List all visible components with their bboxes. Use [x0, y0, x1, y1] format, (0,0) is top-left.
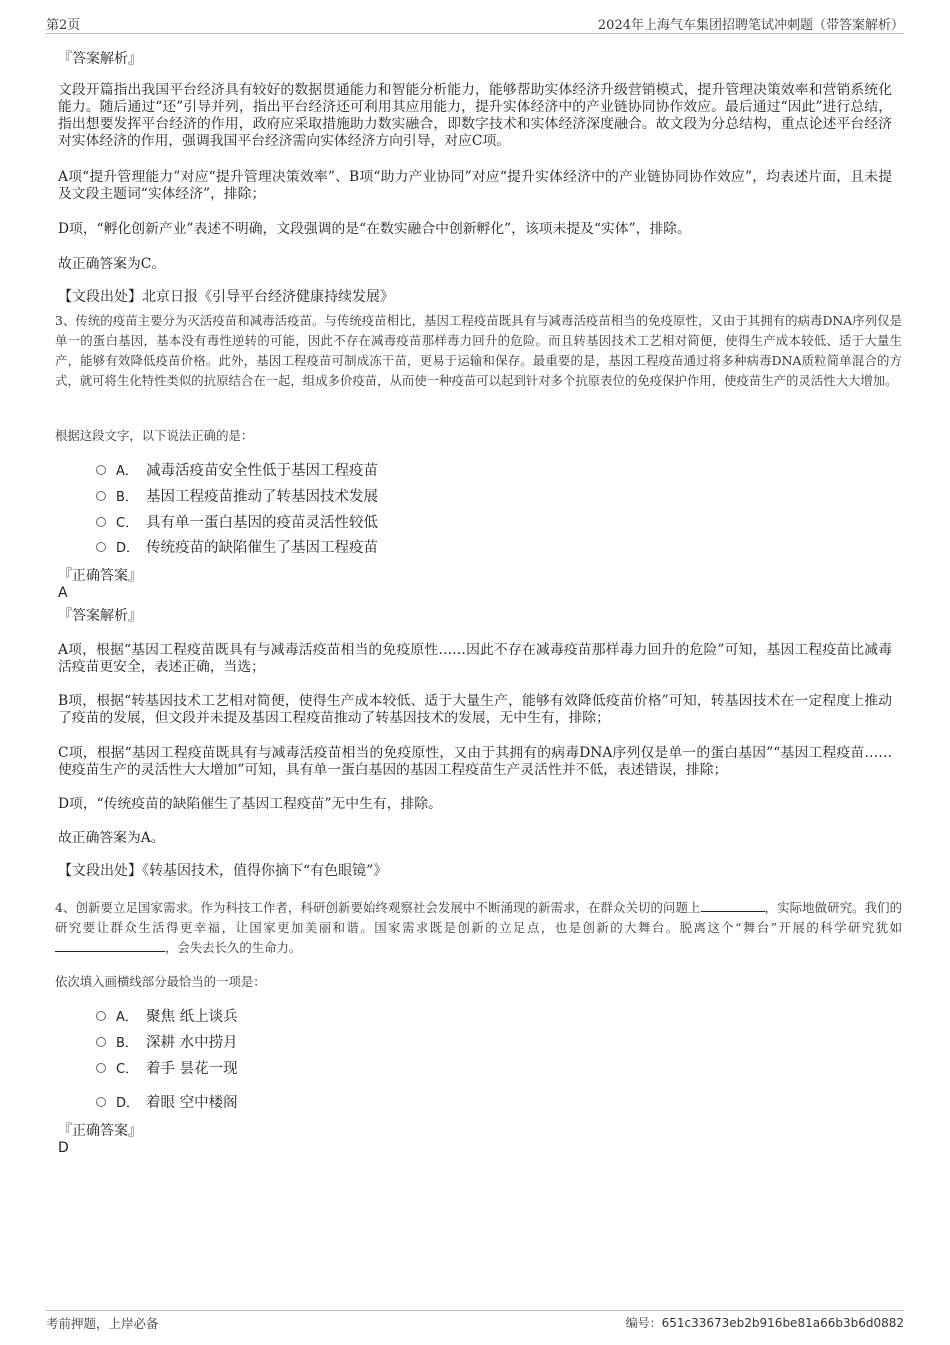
radio-icon[interactable]: [96, 542, 106, 552]
fill-blank: [701, 899, 765, 912]
analysis-paragraph: D项，“孵化创新产业”表述不明确，文段强调的是“在数实融合中创新孵化”，该项未提及“实体”，排除。: [58, 221, 691, 237]
option-b[interactable]: B． 基因工程疫苗推动了转基因技术发展: [96, 487, 378, 508]
correct-answer: D: [58, 1140, 69, 1156]
radio-icon[interactable]: [96, 491, 106, 501]
correct-answer-label: 『正确答案』: [58, 1123, 142, 1139]
analysis-paragraph: D项，“传统疫苗的缺陷催生了基因工程疫苗”无中生有，排除。: [58, 796, 442, 812]
radio-icon[interactable]: [96, 465, 106, 475]
question-stem: 3、传统的疫苗主要分为灭活疫苗和减毒活疫苗。与传统疫苗相比，基因工程疫苗既具有与减毒活疫苗相当的免疫原性，又由于其拥有的病毒DNA序列仅是单一的蛋白基因，基本没有毒性逆转的可能，因此不存在减毒疫苗那样毒力回升的危险。而且转基因技术工艺相对简便，使得生产成本较低、适于大量生产，能够有效降低疫苗价格。此外，基因工程疫苗可制成冻干苗，更易于运输和保存。最重要的是，基因工程疫苗通过将多种病毒DNA质粒简单混合的方式，就可将生化特性类似的抗原结合在一起，组成多价疫苗，从而使一种疫苗可以起到针对多个抗原表位的免疫保护作用，使疫苗生产的灵活性大大增加。: [55, 313, 902, 388]
source-citation: 【文段出处】北京日报《引导平台经济健康持续发展》: [58, 289, 394, 305]
analysis-paragraph: A项，根据“基因工程疫苗既具有与减毒活疫苗相当的免疫原性……因此不存在减毒疫苗那样毒力回升的危险”可知，基因工程疫苗比减毒活疫苗更安全，表述正确，当选；: [58, 642, 892, 675]
page-number: 第2页: [46, 18, 81, 33]
radio-icon[interactable]: [96, 1063, 106, 1073]
page-header: [46, 14, 904, 34]
analysis-label: 『答案解析』: [58, 608, 142, 624]
analysis-label: 『答案解析』: [58, 51, 142, 67]
question-prompt: 根据这段文字，以下说法正确的是：: [55, 428, 254, 443]
radio-icon[interactable]: [96, 1097, 106, 1107]
option-c[interactable]: C． 具有单一蛋白基因的疫苗灵活性较低: [96, 513, 378, 534]
correct-answer: A: [58, 585, 68, 601]
document-title: 2024年上海气车集团招聘笔试冲刺题（带答案解析）: [597, 18, 904, 33]
radio-icon[interactable]: [96, 1037, 106, 1047]
radio-icon[interactable]: [96, 517, 106, 527]
analysis-paragraph: B项，根据“转基因技术工艺相对简便，使得生产成本较低、适于大量生产，能够有效降低疫苗价格”可知，转基因技术在一定程度上推动了疫苗的发展，但文段并未提及基因工程疫苗推动了转基因技术的发展，无中生有，排除；: [58, 693, 892, 726]
radio-icon[interactable]: [96, 1011, 106, 1021]
source-citation: 【文段出处】《转基因技术，值得你摘下“有色眼镜”》: [58, 863, 388, 879]
option-b[interactable]: B． 深耕 水中捞月: [96, 1033, 238, 1054]
option-a[interactable]: A． 聚焦 纸上谈兵: [96, 1007, 238, 1028]
option-d[interactable]: D． 传统疫苗的缺陷催生了基因工程疫苗: [96, 538, 378, 559]
question-prompt: 依次填入画横线部分最恰当的一项是：: [55, 974, 266, 989]
analysis-conclusion: 故正确答案为A。: [58, 830, 165, 846]
analysis-conclusion: 故正确答案为C。: [58, 256, 166, 272]
analysis-paragraph: C项，根据“基因工程疫苗既具有与减毒活疫苗相当的免疫原性，又由于其拥有的病毒DNA序列仅是单一的蛋白基因”“基因工程疫苗……使疫苗生产的灵活性大大增加”可知，具有单一蛋白基因的基因工程疫苗生产灵活性并不低，表述错误，排除；: [58, 745, 892, 778]
analysis-paragraph: 文段开篇指出我国平台经济具有较好的数据贯通能力和智能分析能力，能够帮助实体经济升级营销模式，提升管理决策效率和营销系统化能力。随后通过“还”引导并列，指出平台经济还可利用其应用能力，提升实体经济中的产业链协同协作效应。最后通过“因此”进行总结，指出想要发挥平台经济的作用，政府应采取措施助力数实融合，即数字技术和实体经济深度融合。故文段为分总结构，重点论述平台经济对实体经济的作用，强调我国平台经济需向实体经济方向引导，对应C项。: [58, 82, 892, 149]
correct-answer-label: 『正确答案』: [58, 568, 142, 584]
fill-blank: [55, 939, 165, 952]
analysis-paragraph: A项“提升管理能力”对应“提升管理决策效率”、B项“助力产业协同”对应“提升实体经济中的产业链协同协作效应”，均表述片面，且未提及文段主题词“实体经济”，排除；: [58, 169, 892, 202]
page-footer: [46, 1310, 904, 1332]
option-d[interactable]: D． 着眼 空中楼阁: [96, 1093, 238, 1114]
question-stem: 4、创新要立足国家需求。作为科技工作者，科研创新要始终观察社会发展中不断涌现的新需求，在群众关切的问题上 ，实际地做研究。我们的研究要让群众生活得更幸福，让国家更加美丽和谐。国家需求既是创新的立足点，也是创新的大舞台。脱离这个“舞台”开展的科学研究犹如，会失去长久的生命力。: [55, 900, 902, 955]
footer-slogan: 考前押题，上岸必备: [46, 1316, 159, 1331]
option-a[interactable]: A． 减毒活疫苗安全性低于基因工程疫苗: [96, 461, 378, 482]
option-c[interactable]: C． 着手 昙花一现: [96, 1059, 238, 1080]
document-id: 编号：651c33673eb2b916be81a66b3b6d0882: [625, 1316, 904, 1330]
